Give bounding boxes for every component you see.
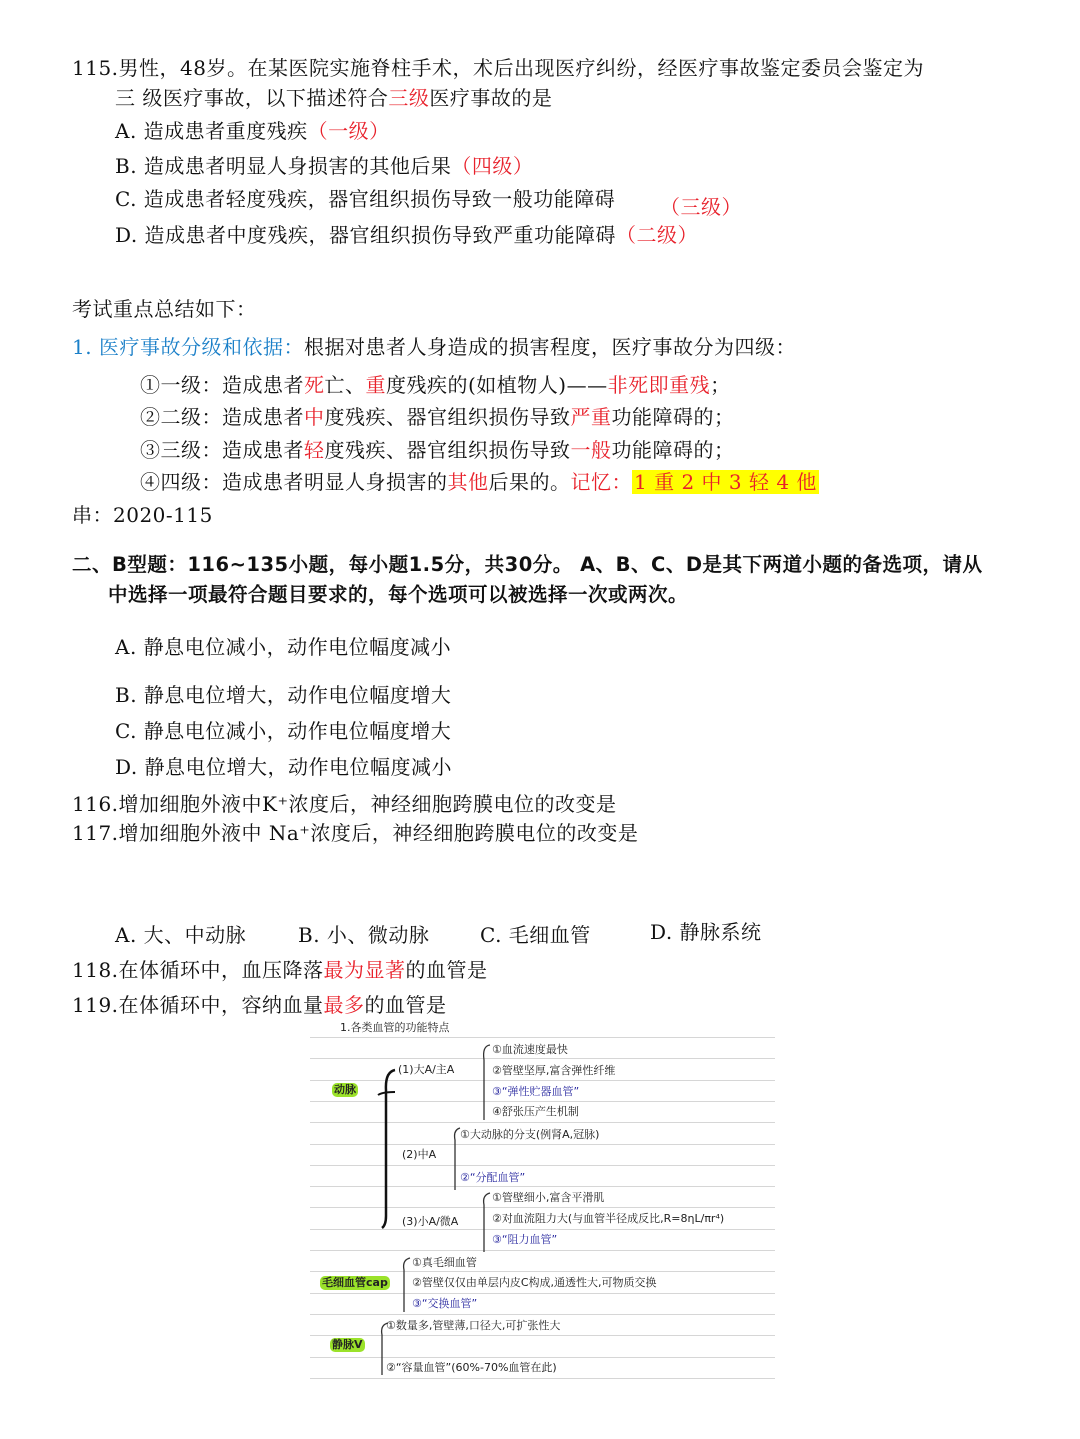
emphasis-text: 记忆： — [570, 470, 632, 494]
highlighted-mnemonic: 1 重 2 中 3 轻 4 他 — [634, 470, 817, 494]
vein-label: 静脉V — [332, 1338, 363, 1351]
emphasis-text: 轻 — [304, 438, 325, 462]
text-segment: A. 静息电位减小，动作电位幅度减小 — [115, 635, 452, 659]
medium-artery-label: (2)中A — [402, 1148, 437, 1161]
q115-option-c-note — [660, 194, 742, 220]
emphasis-text: 最多 — [323, 993, 365, 1017]
emphasis-text: （三级） — [660, 195, 742, 219]
text-segment: 亡、 — [324, 373, 366, 397]
text-segment: D. 静脉系统 — [650, 920, 762, 944]
q117 — [72, 820, 638, 846]
note-item: ④舒张压产生机制 — [492, 1105, 579, 1118]
text-segment: 度残疾的(如植物人)—— — [386, 373, 608, 397]
grade-3 — [140, 437, 735, 463]
grade-4 — [140, 469, 819, 495]
text-segment: 度残疾、器官组织损伤导致 — [324, 405, 571, 429]
section-2-heading-cont — [108, 582, 688, 608]
note-item: ①血流速度最快 — [492, 1043, 568, 1056]
text-segment: 115.男性，48岁。在某医院实施脊柱手术，术后出现医疗纠纷，经医疗事故鉴定委员会鉴定为 — [72, 56, 924, 80]
note-item: ①数量多,管壁薄,口径大,可扩张性大 — [386, 1319, 561, 1332]
emphasis-text: （一级） — [307, 119, 390, 143]
g1-option-d — [115, 754, 452, 780]
emphasis-text: 三级 — [388, 86, 430, 110]
note-item: ②对血流阻力大(与血管半径成反比,R=8ηL/πr⁴) — [492, 1212, 725, 1225]
text-segment: 串：2020-115 — [72, 503, 213, 527]
emphasis-text: 1. 医疗事故分级和依据： — [72, 335, 304, 359]
text-segment: D. 造成患者中度残疾，器官组织损伤导致严重功能障碍 — [115, 223, 617, 247]
note-item: ③“交换血管” — [412, 1297, 478, 1310]
text-segment: D. 静息电位增大，动作电位幅度减小 — [115, 755, 453, 779]
emphasis-text: （四级） — [451, 154, 534, 178]
q118 — [72, 957, 488, 983]
note-item: ②管壁仅仅由单层内皮C构成,通透性大,可物质交换 — [412, 1276, 657, 1289]
text-segment: C. 静息电位减小，动作电位幅度增大 — [115, 719, 452, 743]
emphasis-text: 严重 — [570, 405, 612, 429]
g1-option-c — [115, 718, 451, 744]
emphasis-text: 重 — [365, 373, 386, 397]
text-segment: B. 造成患者明显人身损害的其他后果 — [115, 154, 452, 178]
text-segment: C. 毛细血管 — [480, 923, 591, 947]
text-segment: 功能障碍的； — [611, 405, 735, 429]
g2-option-a — [115, 922, 246, 948]
text-segment: 后果的。 — [488, 470, 571, 494]
text-segment: 根据对患者人身造成的损害程度，医疗事故分为四级： — [303, 335, 796, 359]
text-segment: A. 造成患者重度残疾 — [115, 119, 308, 143]
g1-option-b — [115, 682, 451, 708]
note-item: ①大动脉的分支(例肾A,冠脉) — [460, 1128, 600, 1141]
text-segment: 功能障碍的； — [611, 438, 735, 462]
g2-option-c — [480, 922, 591, 948]
summary-intro — [72, 296, 257, 322]
emphasis-text: （二级） — [616, 223, 699, 247]
text-segment: ④四级：造成患者明显人身损害的 — [140, 470, 448, 494]
large-artery-label: (1)大A/主A — [398, 1063, 455, 1076]
q115-stem-cont — [115, 85, 552, 111]
text-segment: ； — [710, 373, 731, 397]
text-segment: 二、B型题：116~135小题，每小题1.5分，共30分。 A、B、C、D是其下两道小题的备选项，请从 — [72, 553, 983, 576]
q115-stem — [72, 55, 924, 81]
note-item: ③“阻力血管” — [492, 1233, 558, 1246]
emphasis-text: 死 — [304, 373, 325, 397]
text-segment: 三 级医疗事故，以下描述符合 — [115, 86, 389, 110]
emphasis-text: 中 — [304, 405, 325, 429]
text-segment: 的血管是 — [405, 958, 488, 982]
small-artery-label: (3)小A/微A — [402, 1215, 459, 1228]
q116 — [72, 791, 617, 817]
text-segment: 中选择一项最符合题目要求的，每个选项可以被选择一次或两次。 — [108, 583, 689, 606]
g2-option-d — [650, 919, 762, 945]
grade-1 — [140, 372, 731, 398]
text-segment: 117.增加细胞外液中 Na⁺浓度后，神经细胞跨膜电位的改变是 — [72, 821, 639, 845]
text-segment: B. 静息电位增大，动作电位幅度增大 — [115, 683, 452, 707]
text-segment: A. 大、中动脉 — [115, 923, 247, 947]
q119 — [72, 992, 447, 1018]
section-2-heading — [72, 552, 983, 578]
note-item: ②“分配血管” — [460, 1171, 526, 1184]
artery-label: 动脉 — [334, 1083, 356, 1096]
q115-option-c — [115, 186, 615, 212]
g2-option-b — [298, 922, 429, 948]
text-segment: 度残疾、器官组织损伤导致 — [324, 438, 571, 462]
q115-option-b — [115, 153, 533, 179]
g1-option-a — [115, 634, 451, 660]
reference — [72, 502, 213, 528]
note-item: ③“弹性贮器血管” — [492, 1085, 580, 1098]
text-segment: C. 造成患者轻度残疾，器官组织损伤导致一般功能障碍 — [115, 187, 616, 211]
note-item: ②管壁坚厚,富含弹性纤维 — [492, 1064, 616, 1077]
notes-title: 1.各类血管的功能特点 — [340, 1021, 450, 1034]
text-segment: 116.增加细胞外液中K⁺浓度后，神经细胞跨膜电位的改变是 — [72, 792, 617, 816]
handwritten-notes-image — [310, 1020, 775, 1390]
text-segment: ③三级：造成患者 — [140, 438, 304, 462]
text-segment: 的血管是 — [364, 993, 447, 1017]
capillary-label: 毛细血管cap — [322, 1276, 388, 1289]
emphasis-text: 其他 — [447, 470, 489, 494]
grade-2 — [140, 404, 735, 430]
emphasis-text: 最为显著 — [323, 958, 406, 982]
text-segment: 医疗事故的是 — [429, 86, 553, 110]
text-segment: 118.在体循环中，血压降落 — [72, 958, 324, 982]
note-item: ②“容量血管”(60%-70%血管在此) — [386, 1361, 557, 1374]
note-item: ①真毛细血管 — [412, 1256, 477, 1269]
emphasis-text: 一般 — [570, 438, 612, 462]
q115-option-d — [115, 222, 698, 248]
emphasis-text: 非死即重残 — [607, 373, 711, 397]
text-segment: ②二级：造成患者 — [140, 405, 304, 429]
text-segment: 考试重点总结如下： — [72, 297, 257, 321]
text-segment: 119.在体循环中，容纳血量 — [72, 993, 324, 1017]
summary-point-1 — [72, 334, 796, 360]
q115-option-a — [115, 118, 390, 144]
text-segment: B. 小、微动脉 — [298, 923, 430, 947]
text-segment: ①一级：造成患者 — [140, 373, 304, 397]
note-item: ①管壁细小,富含平滑肌 — [492, 1191, 605, 1204]
